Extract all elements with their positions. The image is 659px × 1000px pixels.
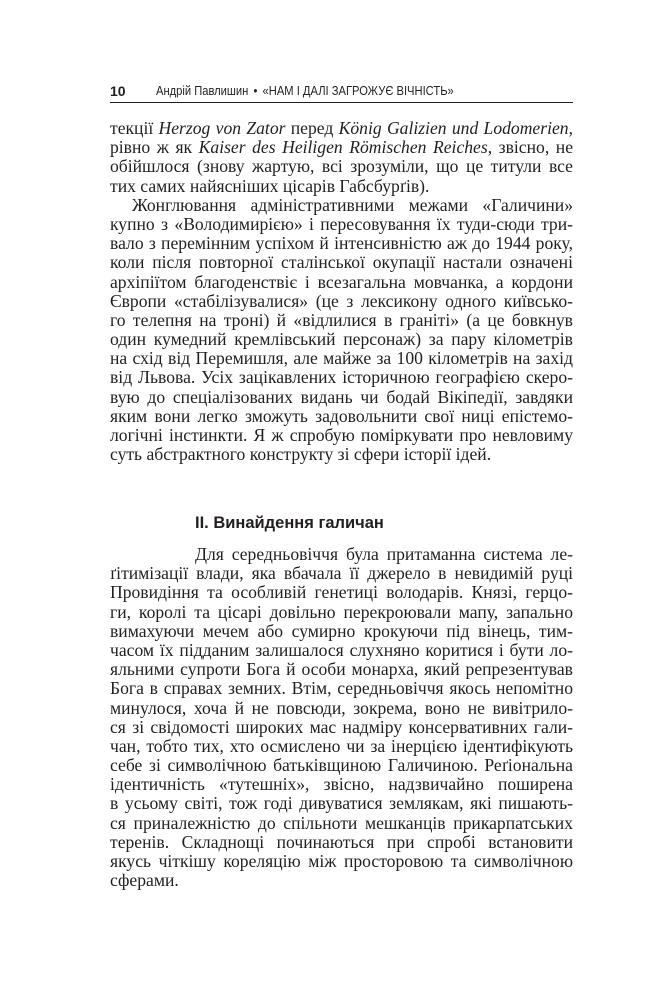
text-line: тих самих найясніших цісарів Габсбурґів). (110, 176, 430, 196)
text-line: ся приналежністю до спільноти мешканців прикарпатських (110, 813, 573, 833)
section-heading: II. Винайдення галичан (195, 514, 384, 532)
text-span: , звісно, не (487, 138, 573, 158)
section-2-text (110, 545, 573, 890)
text-line: в усьому світі, тож годі дивуватися землякам, які пишають- (110, 794, 573, 814)
text-line (110, 119, 573, 138)
italic-title: Herzog von Zator (158, 119, 286, 138)
text-line: суть абстрактного конструкту зі сфери історії ідей. (110, 445, 492, 465)
paragraph (110, 545, 573, 890)
running-title (156, 82, 454, 100)
text-line: на схід від Перемишля, але майже за 100 кілометрів на захід (110, 349, 573, 369)
text-line: купно з «Володимирією» і пересовування їх туди-сюди три- (110, 214, 573, 234)
text-line: Жонглювання адміністративними межами «Галичини» (132, 195, 573, 215)
text-line: якусь чіткішу кореляцію між просторовою та символічною (110, 852, 573, 871)
text-line: ся зі свідомості широких мас надміру консервативних гали- (110, 717, 573, 737)
italic-title: Kaiser des Heiligen Römischen Reiches (198, 138, 488, 158)
separator-bullet: • (253, 83, 258, 98)
text-line: Провидіння та особливій генетиці володарів. Князі, герцо- (110, 583, 573, 603)
text-line: вало з перемінним успіхом й інтенсивністю аж до 1944 року, (110, 234, 573, 254)
text-line: архіпіїтом благоденствіє і всезагальна мовчанка, а кордони (110, 272, 573, 292)
page-number: 10 (110, 83, 126, 99)
text-line (110, 138, 573, 157)
text-line: минулося, хоча й не повсюди, зокрема, воно не вивітрило- (110, 698, 573, 718)
text-line: сферами. (110, 871, 179, 891)
text-span: , (568, 119, 573, 138)
text-line: го телепня на троні) й «відлилися в граніті» (а це бовкнув (110, 310, 573, 330)
author-name: Андрій Павлишин (156, 83, 249, 98)
paragraph (110, 196, 573, 465)
text-span: перед (285, 119, 339, 138)
text-line: чан, тобто тих, хто осмислено чи за інерцією ідентифікують (110, 736, 573, 756)
text-line: від Львова. Усіх зацікавлених історичною географією скеро- (110, 368, 573, 388)
running-header (110, 82, 573, 103)
text-line: обійшлося (знову жартую, всі зрозуміли, що це титули все (110, 157, 573, 177)
text-line: яльними супроти Бога й особи монарха, який репрезентував (110, 660, 573, 680)
text-span: рівно ж як (110, 138, 199, 158)
text-line: вимахуючи мечем або сумирно крокуючи під вінець, тим- (110, 621, 573, 641)
text-line: логічні інстинкти. Я ж спробую поміркувати про невловиму (110, 426, 573, 445)
paragraph (110, 119, 573, 196)
text-span: текції (110, 119, 159, 138)
section-1-text (110, 119, 573, 464)
text-line: Бога в справах земних. Втім, середньовіччя якось непомітно (110, 679, 573, 699)
text-line: ідентичність «тутешніх», звісно, надзвичайно поширена (110, 775, 573, 795)
text-line: коли після повторної сталінської окупації настали означені (110, 253, 573, 273)
text-line: ґітимізації влади, яка вбачала її джерело в невидимій руці (110, 564, 573, 584)
italic-title: König Galizien und Lodomerien (338, 119, 569, 138)
text-line: яким вони легко зможуть задовольнити свої ниці епістемо- (110, 406, 573, 426)
book-title: «НАМ І ДАЛІ ЗАГРОЖУЄ ВІЧНІСТЬ» (262, 83, 454, 98)
text-line: один кумедний кремлівський персонаж) за пару кілометрів (110, 330, 573, 350)
text-line: себе зі символічною батьківщиною Галичиною. Реґіональна (110, 756, 573, 776)
text-line: теренів. Складнощі починаються при спробі встановити (110, 832, 573, 852)
text-line: часом їх підданим залишалося слухняно коритися і бути ло- (110, 640, 573, 660)
text-line: Для середньовіччя була притаманна система ле- (195, 545, 573, 564)
text-line: вую до спеціалізованих видань чи бодай Вікіпедії, завдяки (110, 387, 573, 407)
text-line: ги, королі та цісарі довільно перекроювали мапу, запально (110, 602, 573, 622)
text-line: Європи «стабілізувалися» (це з лексикону одного київсько- (110, 291, 573, 311)
